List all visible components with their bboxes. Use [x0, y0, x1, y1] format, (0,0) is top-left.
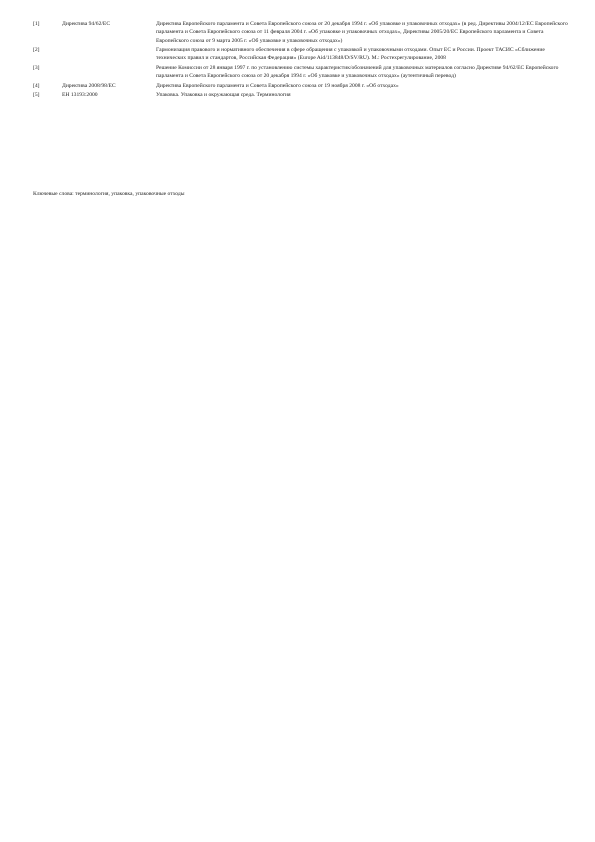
entry-number: [2] [33, 47, 40, 54]
entry-description: Директива Европейского парламента и Совета Европейского союза от 19 ноября 2008 г. «Об отходах» [156, 82, 399, 89]
entry-code [62, 64, 156, 82]
bibliography-entry [33, 64, 573, 82]
bibliography-table [33, 20, 573, 101]
entry-description: Решение Комиссии от 28 января 1997 г. по установлению системы характеристик/обозначений для упаковочных материалов согласно Директиве 94/62/ЕС Европейского парламента и Совета Европейского союза от 20 декабря 1994 г. «Об упаковке и упаковочных отходах» (аутентичный перевод) [156, 64, 559, 80]
bibliography-entry [33, 91, 573, 100]
bibliography-entry [33, 46, 573, 64]
entry-number: [1] [33, 21, 40, 27]
entry-code: Директива 94/62/ЕС [62, 21, 111, 27]
bibliography-entry [33, 20, 573, 46]
entry-description: Гармонизация правового и нормативного обеспечения в сфере обращения с упаковкой и упаковочными отходами. Опыт ЕС и России. Проект ТАСИС «Сближение технических правил и стандартов, Российская Федерация» (Europe Aid/113848/D/SV/RU). М.: Ростехрегулирование, 2008 [156, 47, 545, 62]
bibliography-entry [33, 82, 573, 91]
entry-number: [5] [33, 92, 40, 99]
entry-description: Директива Европейского парламента и Совета Европейского союза от 20 декабря 1994 г. «Об упаковке и упаковочных отходах» (в ред. Директивы 2004/12/ЕС Европейского парламента и Совета Европейского союза от 11 февраля 2004 г. «Об упаковке и упаковочных отходах», Директивы 2005/20/ЕС Европейского парламента и Совета Европейского союза от 9 марта 2005 г. «Об упаковке и упаковочных отходах») [156, 21, 568, 44]
keywords-line: Ключевые слова: терминология, упаковка, упаковочные отходы [33, 191, 185, 197]
entry-code: ЕН 13193:2000 [62, 92, 98, 99]
entry-code [62, 46, 156, 64]
entry-description: Упаковка. Упаковка и окружающая среда. Терминология [156, 92, 291, 99]
entry-number: [3] [33, 64, 40, 71]
entry-code: Директива 2008/98/ЕС [62, 82, 116, 89]
entry-number: [4] [33, 82, 40, 89]
